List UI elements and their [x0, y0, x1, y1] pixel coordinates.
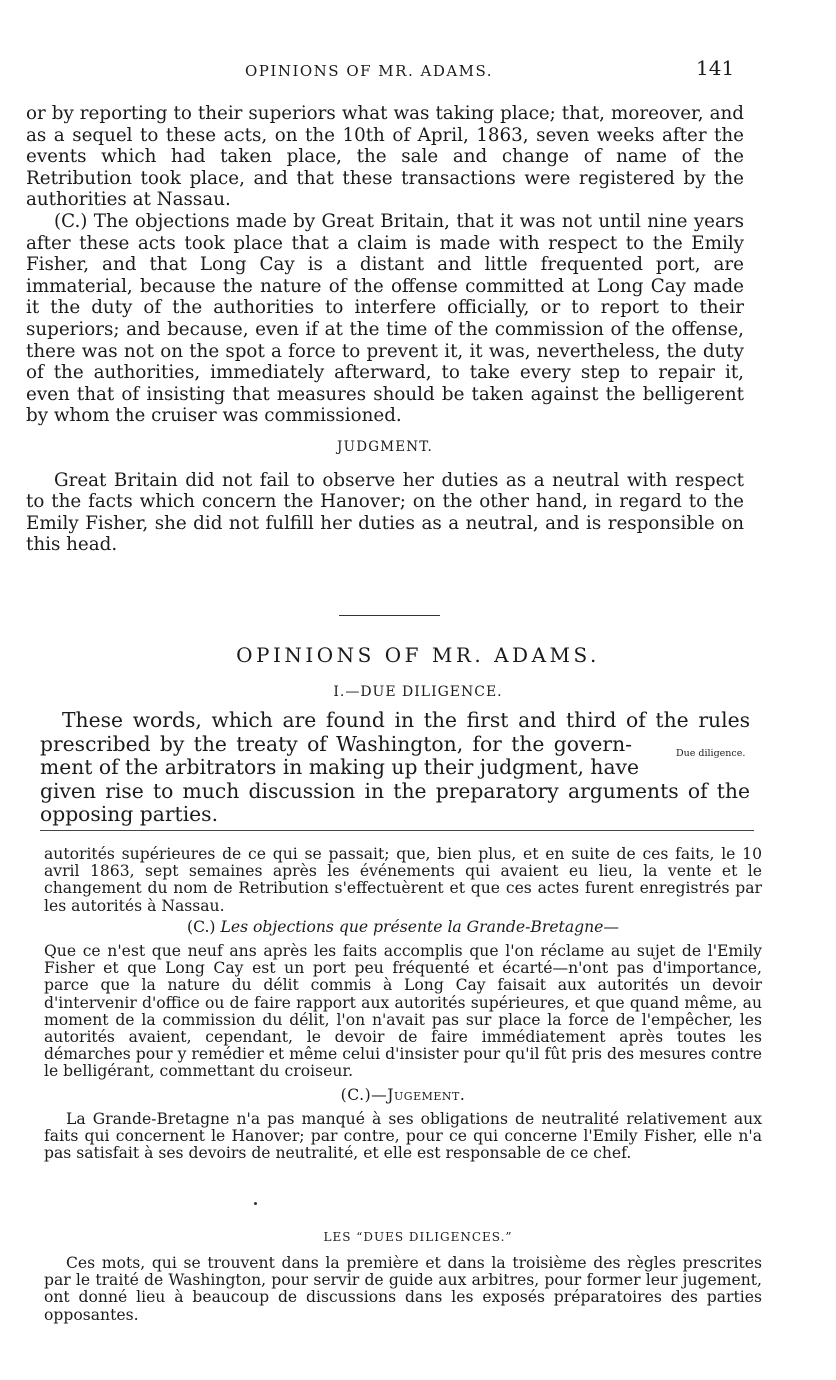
french-text — [44, 846, 762, 1162]
french-judgment-text: La Grande-Bretagne n'a pas manqué à ses obligations de neutralité relativement aux faits qui concernent le Hanover; par contre, pour ce qui concerne l'Emily Fisher, elle n'a pas satisfait à ses devoirs de neutralité, et elle est responsable de ce chef. — [44, 1109, 762, 1163]
due-diligence-line-4: given rise to much discussion in the preparatory arguments of the — [40, 778, 750, 803]
french-diligences-heading: LES “DUES DILIGENCES.” — [323, 1230, 513, 1244]
french-diligences-text: Ces mots, qui se trouvent dans la première et dans la troisième des règles prescrites par le traité de Washington, pour servir de guide aux arbitres, pour former leur jugement, ont donné lieu à beaucoup de discussions dans les exposés préparatoires des parties opposantes. — [44, 1254, 762, 1324]
due-diligence-line-5: opposing parties. — [40, 802, 219, 827]
due-diligence-line-2: prescribed by the treaty of Washington, for the govern- — [40, 731, 632, 756]
french-c-heading — [44, 919, 762, 936]
english-paragraph-continuation: or by reporting to their superiors what was taking place; that, moreover, and as a sequel to these acts, on the 10th of April, 1863, seven weeks after the events which had taken place, the sale and change of name of the Retribution took place, and that these transactions were registered by the authorities at Nassau. — [26, 103, 744, 211]
english-text-upper — [26, 103, 744, 556]
judgment-text: Great Britain did not fail to observe her duties as a neutral with respect to the facts which concern the Hanover; on the other hand, in regard to the Emily Fisher, she did not fulfill her duties as a neutral, and is responsible on this head. — [26, 469, 744, 556]
due-diligence-paragraph — [40, 709, 750, 827]
page-number: 141 — [696, 56, 735, 80]
due-diligence-line-1: These words, which are found in the first and third of the rules — [62, 708, 750, 732]
english-paragraph-c: (C.) The objections made by Great Britain, that it was not until nine years after these acts took place that a claim is made with respect to the Emily Fisher, and that Long Cay is a distant and little frequented port, are immaterial, because the nature of the offense committed at Long Cay made it the duty of the authorities to interfere officially, or to report to their superiors; and because, even if at the time of the commission of the offense, there was not on the spot a force to prevent it, it was, nevertheless, the duty of the authorities, immediately afterward, to take every step to repair it, even that of insisting that measures should be taken against the belligerent by whom the cruiser was commissioned. — [26, 210, 744, 427]
french-c-heading-text: Les objections que présente la Grande-Bretagne— — [220, 917, 619, 936]
french-c-label: (C.) — [187, 917, 216, 936]
french-judgment-heading-text: (C.)—Jugement. — [340, 1085, 466, 1104]
french-paragraph-continuation: autorités supérieures de ce qui se passait; que, bien plus, et en suite de ces faits, le 10 avril 1863, sept semaines après les événements qui avaient eu lieu, la vente et le changement du nom de Retribution s'effectuèrent et que ces actes furent enregistrés par les autorités à Nassau. — [44, 845, 762, 915]
french-paragraph-c: Que ce n'est que neuf ans après les faits accomplis que l'on réclame au sujet de l'Emily Fisher et que Long Cay est un port peu fréquenté et écarté—n'ont pas d'importance, parce que la nature du délit commis à Long Cay faisait aux autorités un devoir d'intervenir d'office ou de faire rapport aux autorités supérieures, et que quand même, au moment de la commission du délit, l'on n'avait pas sur place la force de l'empêcher, les autorités avaient, cependant, le devoir de faire immédiatement après toutes les démarches pour y remédier et même celui d'insister pour qu'il fût pris des mesures contre le belligérant, commettant du croiseur. — [44, 942, 762, 1081]
running-header — [0, 56, 836, 86]
stray-mark — [254, 1202, 257, 1205]
translation-divider — [40, 830, 754, 831]
running-title: OPINIONS OF MR. ADAMS. — [245, 62, 494, 80]
french-judgment-heading — [44, 1087, 762, 1104]
section-divider — [339, 615, 440, 616]
due-diligence-heading: I.—DUE DILIGENCE. — [333, 684, 503, 700]
margin-note: Due diligence. — [676, 748, 746, 759]
due-diligence-line-3: ment of the arbitrators in making up their judgment, have — [40, 755, 640, 780]
judgment-heading: JUDGMENT. — [337, 438, 433, 455]
french-diligences-block — [44, 1255, 762, 1324]
opinions-title: OPINIONS OF MR. ADAMS. — [236, 643, 600, 667]
